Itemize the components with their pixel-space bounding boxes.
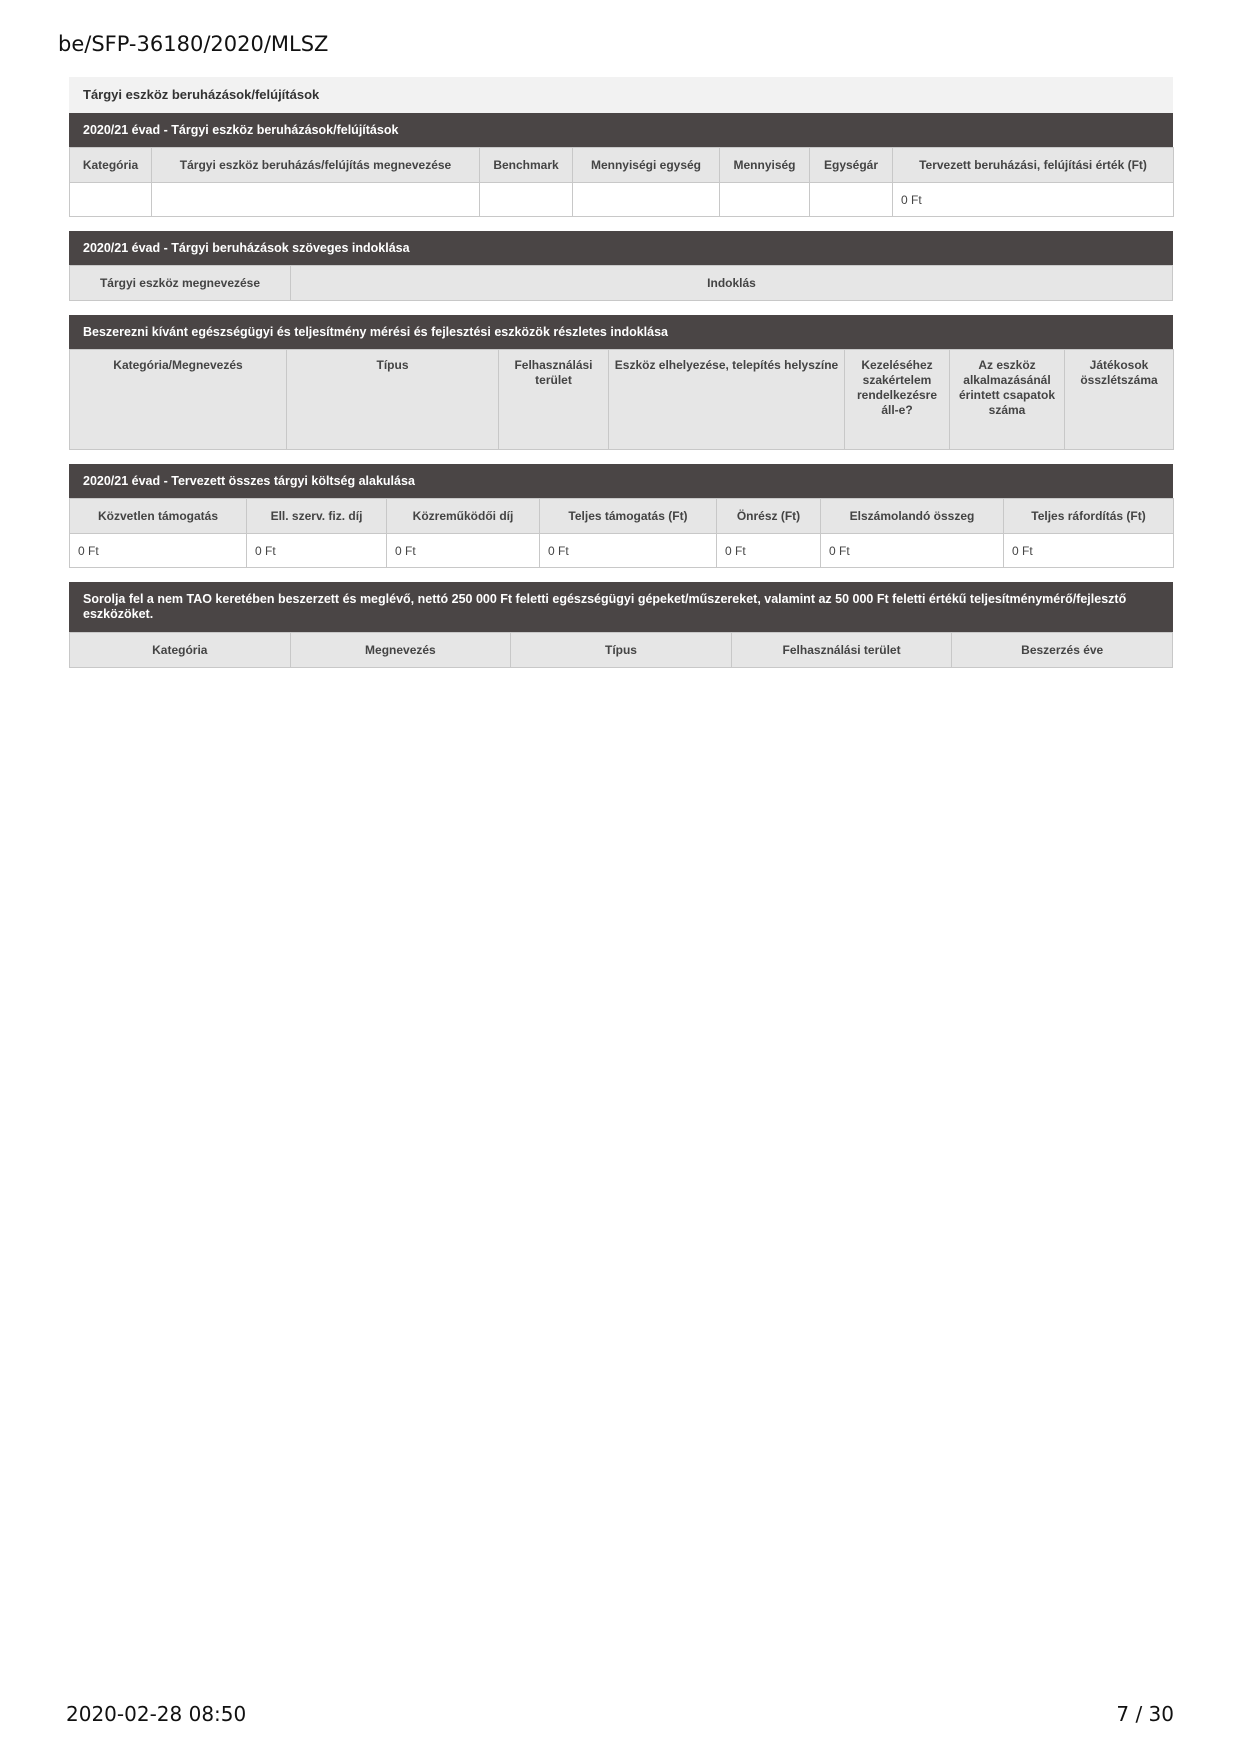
- section-title: Tárgyi eszköz beruházások/felújítások: [69, 77, 1173, 113]
- header-purchase-year: Beszerzés éve: [952, 633, 1173, 668]
- footer-page-number: 7 / 30: [1116, 1702, 1174, 1726]
- header-usage-area: Felhasználási terület: [731, 633, 952, 668]
- justification-table-title: 2020/21 évad - Tárgyi beruházások szöveges indoklása: [69, 231, 1173, 265]
- header-settlement-amount: Elszámolandó összeg: [821, 499, 1004, 534]
- cell-unit: [573, 183, 720, 217]
- header-total-support: Teljes támogatás (Ft): [540, 499, 717, 534]
- cell-quantity: [720, 183, 810, 217]
- header-own-share: Önrész (Ft): [717, 499, 821, 534]
- cell-direct-support: 0 Ft: [70, 534, 247, 568]
- header-players-count: Játékosok összlétszáma: [1065, 350, 1174, 450]
- cell-total-expenditure: 0 Ft: [1004, 534, 1174, 568]
- header-asset-name: Tárgyi eszköz beruházás/felújítás megnevezése: [152, 148, 480, 183]
- header-contributor-fee: Közreműködői díj: [387, 499, 540, 534]
- header-category: Kategória: [70, 633, 291, 668]
- header-justification: Indoklás: [291, 266, 1173, 301]
- header-name: Megnevezés: [290, 633, 511, 668]
- header-control-fee: Ell. szerv. fiz. díj: [247, 499, 387, 534]
- table-row: [70, 534, 1174, 568]
- document-id: be/SFP-36180/2020/MLSZ: [58, 32, 329, 56]
- investments-table: [69, 147, 1174, 217]
- equipment-block: [69, 315, 1173, 450]
- table-row: [70, 183, 1174, 217]
- table-header-row: [70, 499, 1174, 534]
- header-unit: Mennyiségi egység: [573, 148, 720, 183]
- header-quantity: Mennyiség: [720, 148, 810, 183]
- header-category-name: Kategória/Megnevezés: [70, 350, 287, 450]
- equipment-table: [69, 349, 1174, 450]
- investments-block: [69, 113, 1173, 217]
- footer-timestamp: 2020-02-28 08:50: [66, 1702, 247, 1726]
- costs-block: [69, 464, 1173, 568]
- existing-equipment-block: [69, 582, 1173, 668]
- content: [69, 77, 1173, 668]
- justification-table: [69, 265, 1173, 301]
- header-expertise: Kezeléséhez szakértelem rendelkezésre áll-e?: [845, 350, 950, 450]
- header-type: Típus: [287, 350, 499, 450]
- table-header-row: [70, 148, 1174, 183]
- header-total-expenditure: Teljes ráfordítás (Ft): [1004, 499, 1174, 534]
- header-unit-price: Egységár: [810, 148, 893, 183]
- header-type: Típus: [511, 633, 732, 668]
- header-planned-value: Tervezett beruházási, felújítási érték (Ft): [893, 148, 1174, 183]
- header-asset-name: Tárgyi eszköz megnevezése: [70, 266, 291, 301]
- header-benchmark: Benchmark: [480, 148, 573, 183]
- cell-own-share: 0 Ft: [717, 534, 821, 568]
- cell-planned-value: 0 Ft: [893, 183, 1174, 217]
- cell-total-support: 0 Ft: [540, 534, 717, 568]
- cell-control-fee: 0 Ft: [247, 534, 387, 568]
- header-category: Kategória: [70, 148, 152, 183]
- costs-table-title: 2020/21 évad - Tervezett összes tárgyi költség alakulása: [69, 464, 1173, 498]
- cell-settlement-amount: 0 Ft: [821, 534, 1004, 568]
- cell-benchmark: [480, 183, 573, 217]
- equipment-table-title: Beszerezni kívánt egészségügyi és teljesítmény mérési és fejlesztési eszközök részletes indoklása: [69, 315, 1173, 349]
- table-header-row: [70, 350, 1174, 450]
- costs-table: [69, 498, 1174, 568]
- header-usage-area: Felhasználási terület: [499, 350, 609, 450]
- justification-block: [69, 231, 1173, 301]
- existing-equipment-table: [69, 632, 1173, 668]
- header-location: Eszköz elhelyezése, telepítés helyszíne: [609, 350, 845, 450]
- cell-asset-name: [152, 183, 480, 217]
- header-teams-count: Az eszköz alkalmazásánál érintett csapatok száma: [950, 350, 1065, 450]
- existing-equipment-table-title: Sorolja fel a nem TAO keretében beszerzett és meglévő, nettó 250 000 Ft feletti egészségügyi gépeket/műszereket, valamint az 50 000 Ft feletti értékű teljesítménymérő/fejlesztő eszközöket.: [69, 582, 1173, 632]
- cell-unit-price: [810, 183, 893, 217]
- header-direct-support: Közvetlen támogatás: [70, 499, 247, 534]
- investments-table-title: 2020/21 évad - Tárgyi eszköz beruházások/felújítások: [69, 113, 1173, 147]
- cell-category: [70, 183, 152, 217]
- table-header-row: [70, 633, 1173, 668]
- cell-contributor-fee: 0 Ft: [387, 534, 540, 568]
- table-header-row: [70, 266, 1173, 301]
